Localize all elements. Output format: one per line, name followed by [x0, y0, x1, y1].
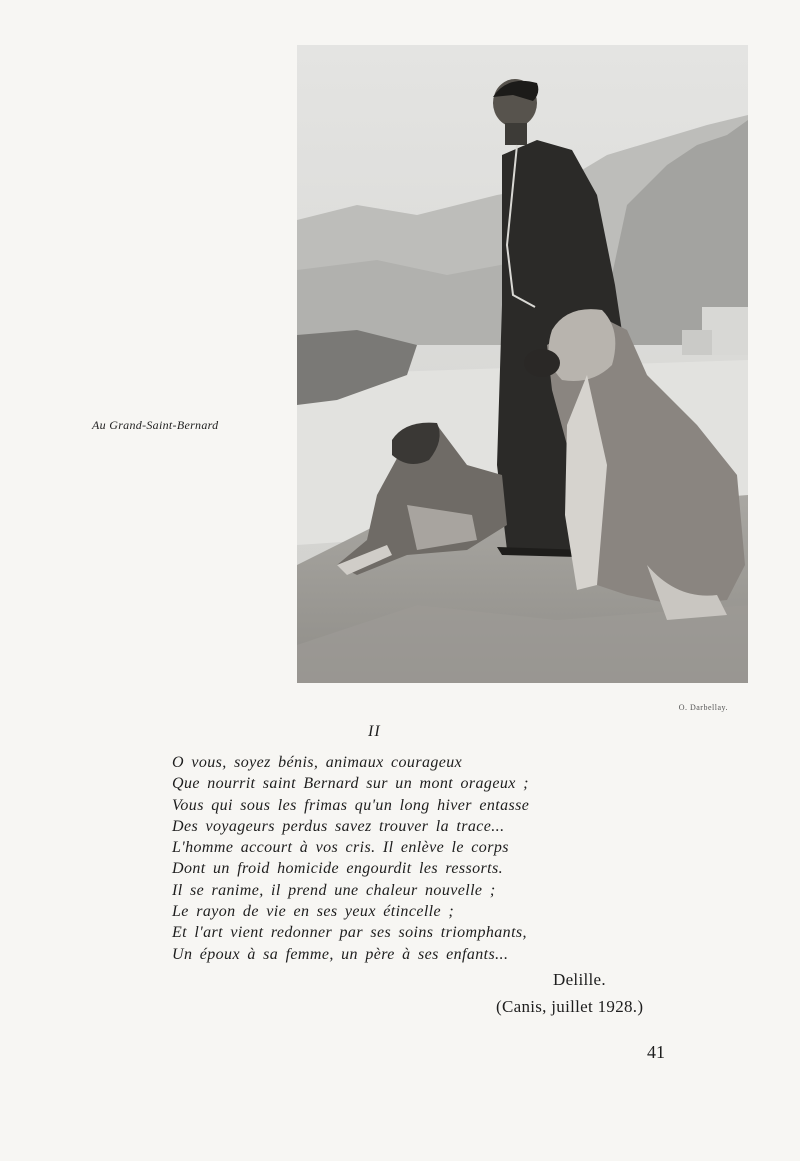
small-building — [682, 330, 712, 355]
page-number: 41 — [647, 1042, 665, 1062]
photo-credit: O. Darbellay. — [678, 703, 728, 712]
monk-with-dogs-photo — [297, 45, 748, 683]
poem-author: Delille. — [553, 970, 606, 989]
poem-line: Que nourrit saint Bernard sur un mont orageux ; — [172, 775, 529, 793]
poem-line: Un époux à sa femme, un père à ses enfants... — [172, 945, 509, 963]
photograph — [297, 45, 748, 683]
photo-caption: Au Grand-Saint-Bernard — [92, 418, 219, 432]
poem-line: L'homme accourt à vos cris. Il enlève le corps — [172, 839, 509, 857]
poem-line: Le rayon de vie en ses yeux étincelle ; — [172, 903, 455, 921]
poem-line: Dont un froid homicide engourdit les ressorts. — [172, 860, 504, 878]
poem-line: Vous qui sous les frimas qu'un long hiver entasse — [172, 796, 530, 814]
section-numeral: II — [368, 723, 381, 740]
poem-line: Et l'art vient redonner par ses soins triomphants, — [172, 924, 527, 942]
poem-line: Il se ranime, il prend une chaleur nouvelle ; — [172, 881, 496, 899]
poem-source: (Canis, juillet 1928.) — [496, 997, 644, 1016]
poem-line: Des voyageurs perdus savez trouver la trace... — [172, 817, 505, 835]
poem-line: O vous, soyez bénis, animaux courageux — [172, 754, 463, 771]
poem — [172, 752, 672, 965]
